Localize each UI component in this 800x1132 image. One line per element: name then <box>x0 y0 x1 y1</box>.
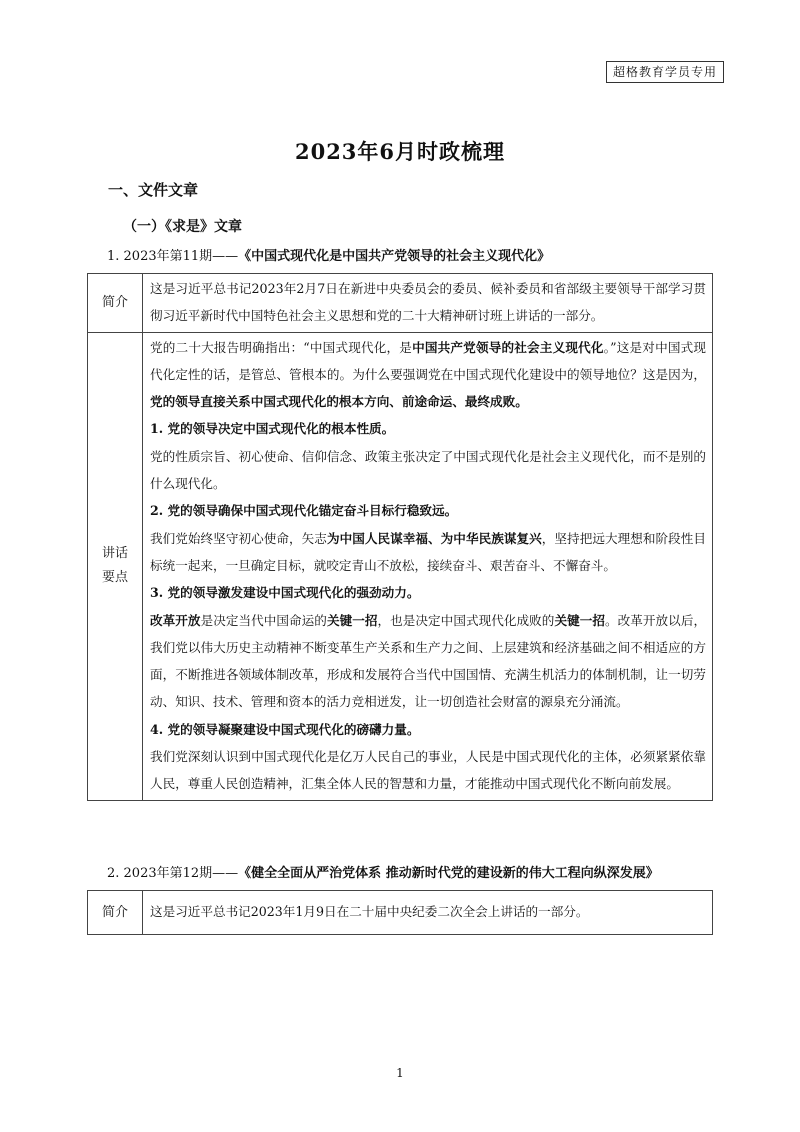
article-2-intro-paragraph: 这是习近平总书记2023年1月9日在二十届中央纪委二次全会上讲话的一部分。 <box>150 904 589 920</box>
points-label-line-2: 要点 <box>101 570 128 586</box>
intro-paragraph: 这是习近平总书记2023年2月7日在新进中央委员会的委员、候补委员和省部级主要领导干部学习贯彻习近平新时代中国特色社会主义思想和党的二十大精神研讨班上讲话的一部分。 <box>150 281 706 324</box>
subsection-heading: （一）《求是》文章 <box>123 219 242 235</box>
point-2-c: ，坚持把远大理想和阶段性目标统一起来，一旦确定目标，就咬定青山不放松，接续奋斗、艰苦奋斗、不懈奋斗。 <box>150 530 707 573</box>
point-3-f: 。改革开放以后，我们党以伟大历史主动精神不断变革生产关系和生产力之间、上层建筑和经济基础之间不相适应的方面，不断推进各领域体制改革，形成和发展符合当代中国国情、充满生机活力的体制机制，让一切劳动、知识、技术、管理和资本的活力竞相迸发，让一切创造社会财富的源泉充分涌流。 <box>150 612 707 710</box>
point-3-c: 关键一招 <box>326 612 378 628</box>
article-2-intro-text <box>143 891 713 935</box>
article-2-intro-label: 简介 <box>88 891 143 935</box>
article-2-table <box>87 890 713 935</box>
point-3-d: ，也是决定中国式现代化成败的 <box>377 612 555 628</box>
points-label <box>88 332 143 800</box>
point-3-title: 3. 党的领导激发建设中国式现代化的强劲动力。 <box>150 585 420 601</box>
intro-text <box>143 274 713 333</box>
article-2-prefix: 2. 2023年第12期—— <box>107 866 239 881</box>
lead-a: 党的二十大报告明确指出：“中国式现代化，是 <box>150 339 413 355</box>
article-1-prefix: 1. 2023年第11期—— <box>107 249 239 264</box>
points-text <box>143 332 713 800</box>
intro-label: 简介 <box>88 274 143 333</box>
point-4-text: 我们党深刻认识到中国式现代化是亿万人民自己的事业，人民是中国式现代化的主体，必须紧紧依靠人民，尊重人民创造精神，汇集全体人民的智慧和力量，才能推动中国式现代化不断向前发展。 <box>150 749 706 792</box>
lead-b: 中国共产党领导的社会主义现代化 <box>412 339 604 355</box>
article-2-heading <box>107 862 659 881</box>
point-3-e: 关键一招 <box>554 612 605 628</box>
lead-d: 党的领导直接关系中国式现代化的根本方向、前途命运、最终成败。 <box>150 394 528 410</box>
point-1-text: 党的性质宗旨、初心使命、信仰信念、政策主张决定了中国式现代化是社会主义现代化，而不是别的什么现代化。 <box>150 448 706 492</box>
article-1-title: 《中国式现代化是中国共产党领导的社会主义现代化》 <box>238 249 551 264</box>
section-heading: 一、文件文章 <box>108 181 199 199</box>
article-2-title: 《健全全面从严治党体系 推动新时代党的建设新的伟大工程向纵深发展》 <box>238 866 659 881</box>
lead-c: 。”这是对中国式现代化定性的话，是管总、管根本的。为什么要强调党在中国式现代化建设中的领导地位？这是因为， <box>150 339 706 382</box>
article-1-table <box>87 273 713 801</box>
point-1-title: 1. 党的领导决定中国式现代化的根本性质。 <box>150 421 395 437</box>
page-title: 2023年6月时政梳理 <box>294 139 506 164</box>
article-1-heading <box>107 245 550 264</box>
lead-paragraph <box>150 334 706 416</box>
point-2-title: 2. 党的领导确保中国式现代化锚定奋斗目标行稳致远。 <box>150 503 458 519</box>
article-2-intro-row <box>88 891 713 935</box>
points-label-line-1: 讲话 <box>101 546 128 562</box>
point-2-b: 为中国人民谋幸福、为中华民族谋复兴 <box>326 530 542 546</box>
points-row <box>88 332 713 800</box>
point-2-text <box>150 525 706 580</box>
point-3-a: 改革开放 <box>150 612 201 628</box>
header-tag: 超格教育学员专用 <box>606 61 724 83</box>
point-2-a: 我们党始终坚守初心使命，矢志 <box>150 530 327 546</box>
intro-row <box>88 274 713 333</box>
page-number: 1 <box>396 1066 404 1080</box>
point-3-text <box>150 607 706 716</box>
point-4-title: 4. 党的领导凝聚建设中国式现代化的磅礴力量。 <box>150 721 420 737</box>
point-3-b: 是决定当代中国命运的 <box>200 612 327 628</box>
